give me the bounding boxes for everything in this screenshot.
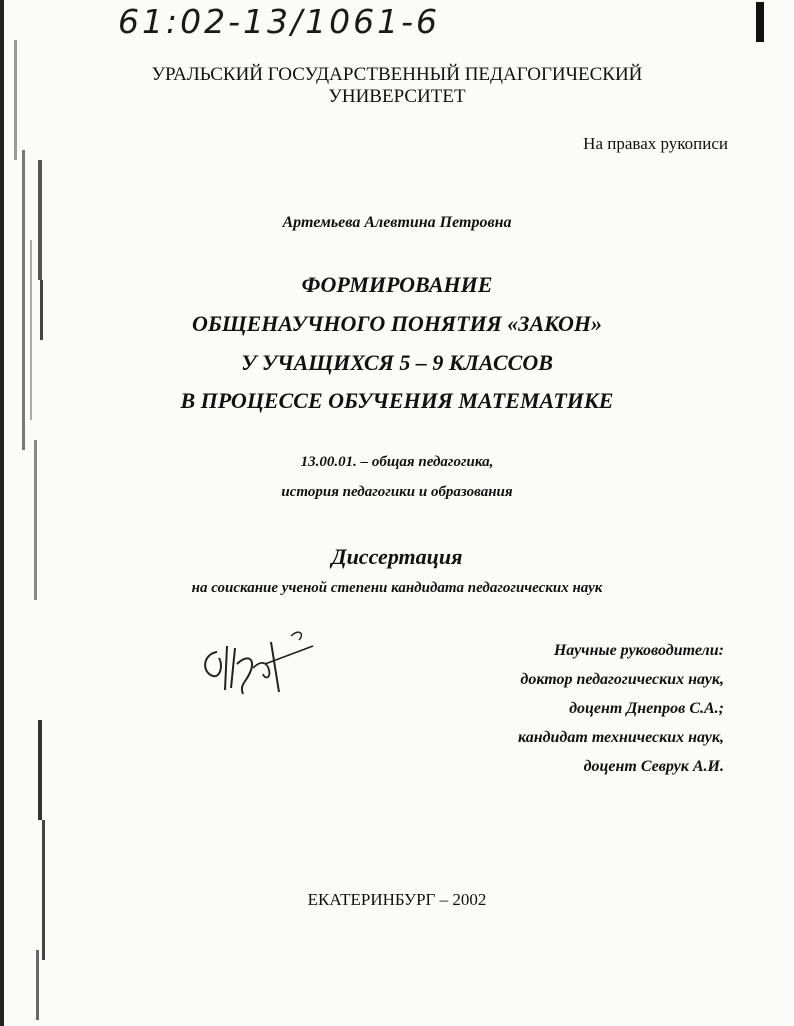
specialty-code: 13.00.01. – общая педагогика, bbox=[300, 454, 494, 470]
supervisors-block bbox=[404, 636, 724, 781]
title-line-2: ОБЩЕНАУЧНОГО ПОНЯТИЯ «ЗАКОН» bbox=[191, 311, 603, 336]
rights-note: На правах рукописи bbox=[583, 134, 728, 153]
supervisor-line: доцент Днепров С.А.; bbox=[569, 700, 724, 717]
title-line-3: У УЧАЩИХСЯ 5 – 9 КЛАССОВ bbox=[241, 350, 553, 375]
supervisor-line: доктор педагогических наук, bbox=[520, 671, 724, 688]
supervisors-heading: Научные руководители: bbox=[553, 642, 724, 659]
title-line-4: В ПРОЦЕССЕ ОБУЧЕНИЯ МАТЕМАТИКЕ bbox=[180, 388, 614, 413]
university-name: УРАЛЬСКИЙ ГОСУДАРСТВЕННЫЙ ПЕДАГОГИЧЕСКИЙ УНИВЕРСИТЕТ bbox=[151, 64, 643, 107]
scan-edge-artifacts bbox=[0, 0, 62, 1026]
document-type: Диссертация bbox=[331, 544, 463, 569]
title-line-1: ФОРМИРОВАНИЕ bbox=[301, 272, 493, 297]
catalog-number: 61:02-13/1061-6 bbox=[118, 2, 441, 41]
scan-corner-mark bbox=[756, 2, 764, 42]
signature-image bbox=[195, 624, 325, 704]
city-year: ЕКАТЕРИНБУРГ – 2002 bbox=[307, 890, 487, 909]
author-name: Артемьева Алевтина Петровна bbox=[282, 214, 512, 231]
supervisor-line: кандидат технических наук, bbox=[518, 729, 724, 746]
specialty-name: история педагогики и образования bbox=[281, 484, 513, 500]
degree-line: на соискание ученой степени кандидата педагогических наук bbox=[191, 580, 603, 596]
supervisor-line: доцент Севрук А.И. bbox=[583, 758, 724, 775]
